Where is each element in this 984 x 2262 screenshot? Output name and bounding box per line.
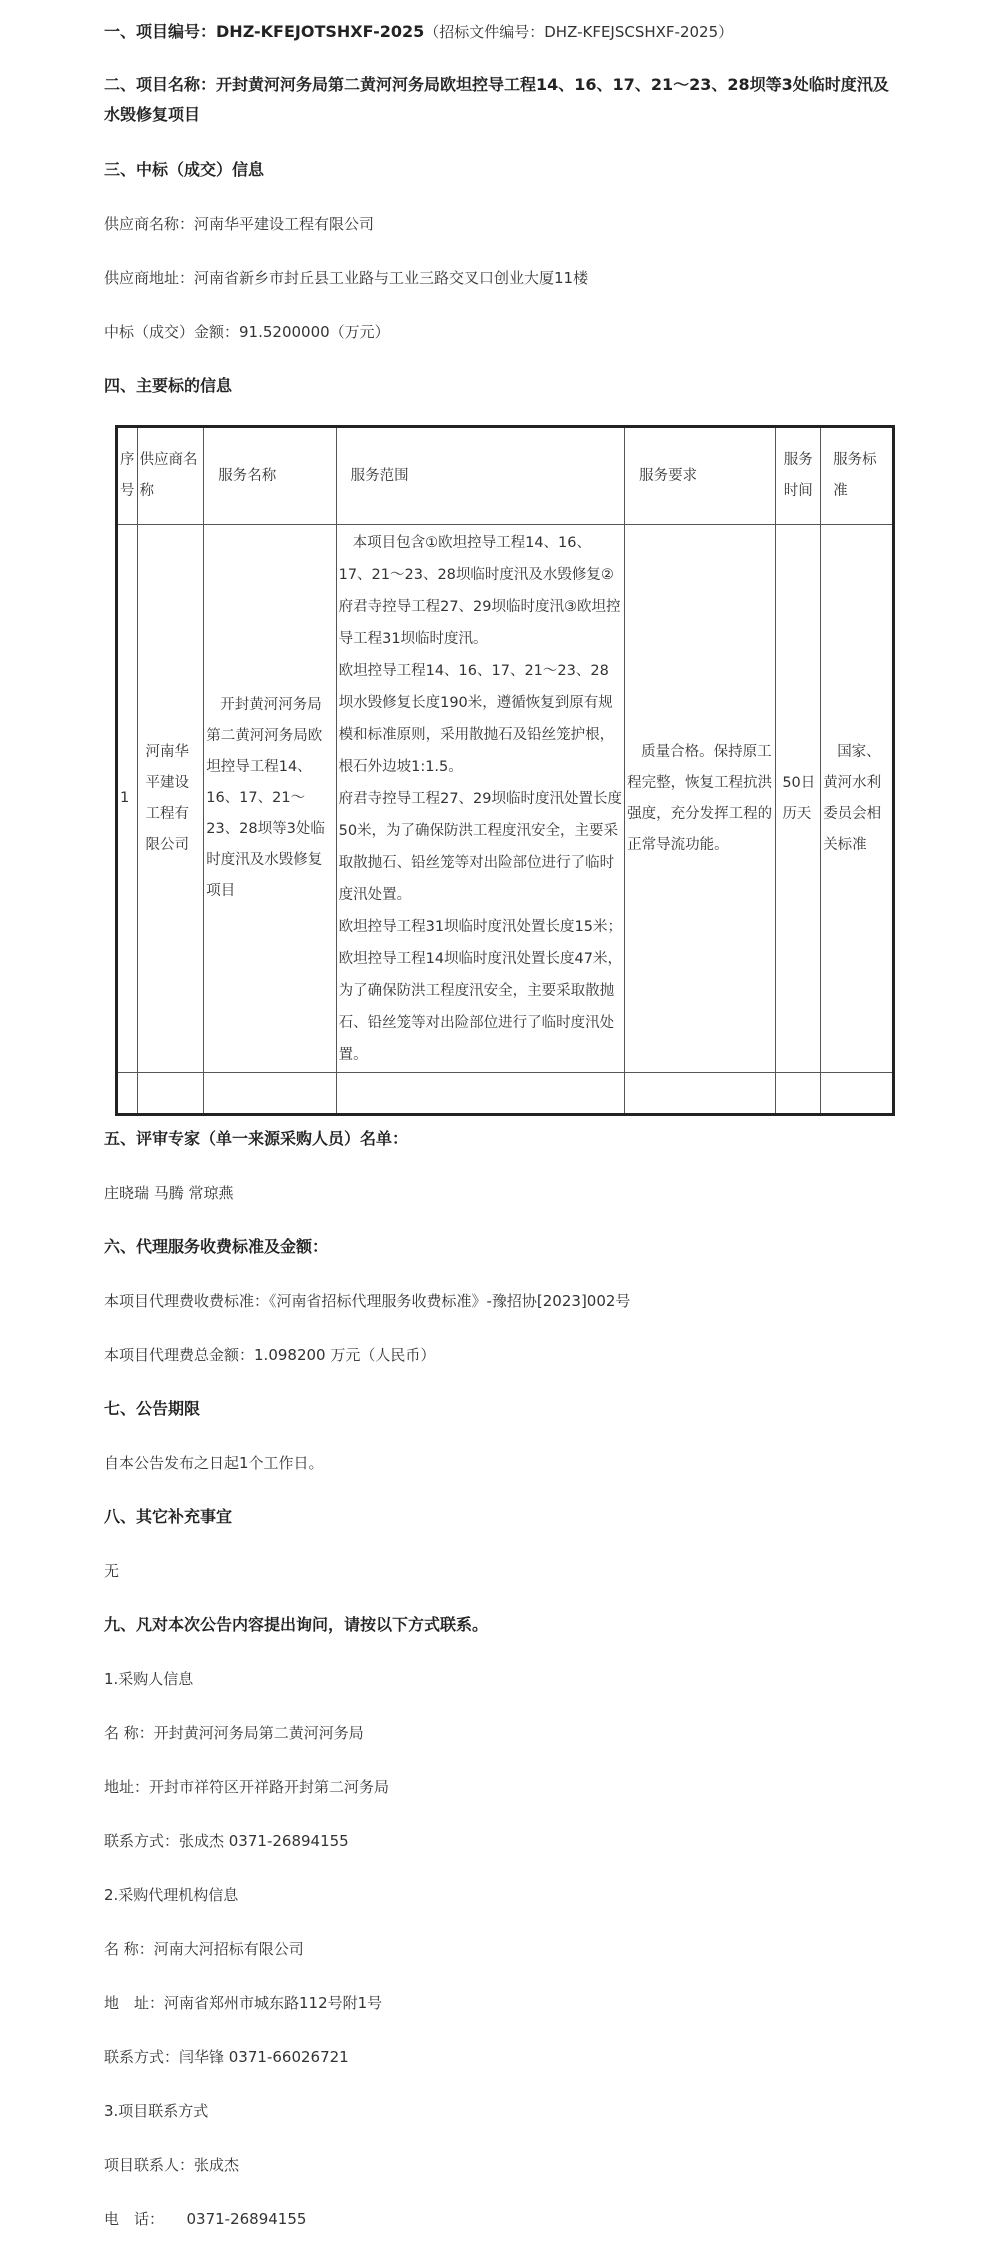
scope-item: 欧坦控导工程31坝临时度汛处置长度15米；欧坦控导工程14坝临时度汛处置长度47米，为了确保防洪工程度汛安全，主要采取散抛石、铅丝笼等对出险部位进行了临时度汛处置。 <box>338 918 622 1063</box>
agency-fee-standard: 本项目代理费收费标准：《河南省招标代理服务收费标准》-豫招协[2023]002号 <box>104 1292 631 1310</box>
contact-heading: 九、凡对本次公告内容提出询问，请按以下方式联系。 <box>104 1615 489 1634</box>
row-supplier: 河南华平建设工程有限公司 <box>137 525 204 1073</box>
supplier-address: 供应商地址：河南省新乡市封丘县工业路与工业三路交叉口创业大厦11楼 <box>104 269 589 287</box>
bid-amount: 中标（成交）金额：91.5200000（万元） <box>104 323 390 341</box>
table-row <box>117 525 894 1073</box>
experts-heading: 五、评审专家（单一来源采购人员）名单： <box>104 1129 409 1148</box>
project-name-label: 二、项目名称： <box>104 75 217 94</box>
scope-item: 欧坦控导工程14、16、17、21～23、28坝水毁修复长度190米，遵循恢复到原有规模和标准原则，采用散抛石及铅丝笼护根，根石外边坡1:1.5。 <box>338 662 615 775</box>
other-text: 无 <box>104 1562 120 1580</box>
agency-name: 名 称：河南大河招标有限公司 <box>104 1940 304 1958</box>
row-time: 50日历天 <box>776 525 821 1073</box>
purchaser-address: 地址：开封市祥符区开祥路开封第二河务局 <box>104 1778 390 1796</box>
header-scope: 服务范围 <box>336 427 624 525</box>
agency-fee-total: 本项目代理费总金额：1.098200 万元（人民币） <box>104 1346 436 1364</box>
table-header-row <box>117 427 894 525</box>
purchaser-name: 名 称：开封黄河河务局第二黄河河务局 <box>104 1724 364 1742</box>
project-number-label: 一、项目编号： <box>104 22 217 41</box>
other-heading: 八、其它补充事宜 <box>104 1507 233 1526</box>
main-info-heading: 四、主要标的信息 <box>104 376 233 395</box>
period-text: 自本公告发布之日起1个工作日。 <box>104 1454 324 1472</box>
agency-phone: 联系方式：闫华锋 0371-66026721 <box>104 2048 349 2066</box>
header-requirement: 服务要求 <box>625 427 776 525</box>
header-no: 序号 <box>117 427 138 525</box>
project-contact-person: 项目联系人：张成杰 <box>104 2156 240 2174</box>
project-name-value: 开封黄河河务局第二黄河河务局欧坦控导工程14、16、17、21～23、28坝等3处临时度汛及水毁修复项目 <box>104 75 889 124</box>
agency-fee-heading: 六、代理服务收费标准及金额： <box>104 1237 329 1256</box>
project-contact-title: 3.项目联系方式 <box>104 2102 209 2120</box>
experts-names: 庄晓瑞 马腾 常琼燕 <box>104 1184 234 1202</box>
header-standard: 服务标准 <box>821 427 894 525</box>
tender-doc-number: （招标文件编号：DHZ-KFEJSCSHXF-2025） <box>424 23 734 41</box>
table-empty-row <box>117 1073 894 1115</box>
supplier-name: 供应商名称：河南华平建设工程有限公司 <box>104 215 375 233</box>
purchaser-title: 1.采购人信息 <box>104 1670 194 1688</box>
scope-item: 本项目包含①欧坦控导工程14、16、17、21～23、28坝临时度汛及水毁修复②府君寺控导工程27、29坝临时度汛③欧坦控导工程31坝临时度汛。 <box>338 534 621 647</box>
header-supplier: 供应商名称 <box>137 427 204 525</box>
winner-heading: 三、中标（成交）信息 <box>104 160 265 179</box>
project-number-value: DHZ-KFEJOTSHXF-2025 <box>216 22 425 41</box>
agency-title: 2.采购代理机构信息 <box>104 1886 239 1904</box>
row-requirement: 质量合格。保持原工程完整，恢复工程抗洪强度，充分发挥工程的正常导流功能。 <box>625 525 776 1073</box>
agency-address: 地 址：河南省郑州市城东路112号附1号 <box>104 1994 383 2012</box>
row-no: 1 <box>117 525 138 1073</box>
header-time: 服务时间 <box>776 427 821 525</box>
purchaser-phone: 联系方式：张成杰 0371-26894155 <box>104 1832 349 1850</box>
scope-item: 府君寺控导工程27、29坝临时度汛处置长度50米，为了确保防洪工程度汛安全，主要采取散抛石、铅丝笼等对出险部位进行了临时度汛处置。 <box>338 790 622 903</box>
period-heading: 七、公告期限 <box>104 1399 201 1418</box>
project-name <box>104 70 894 130</box>
header-service-name: 服务名称 <box>204 427 336 525</box>
row-service-name: 开封黄河河务局第二黄河河务局欧坦控导工程14、16、17、21～23、28坝等3处临时度汛及水毁修复项目 <box>204 525 336 1073</box>
project-number <box>104 18 733 46</box>
row-scope <box>336 525 624 1073</box>
main-info-table <box>115 425 895 1116</box>
project-contact-phone: 电 话： 0371-26894155 <box>104 2210 307 2228</box>
row-standard: 国家、黄河水利委员会相关标准 <box>821 525 894 1073</box>
